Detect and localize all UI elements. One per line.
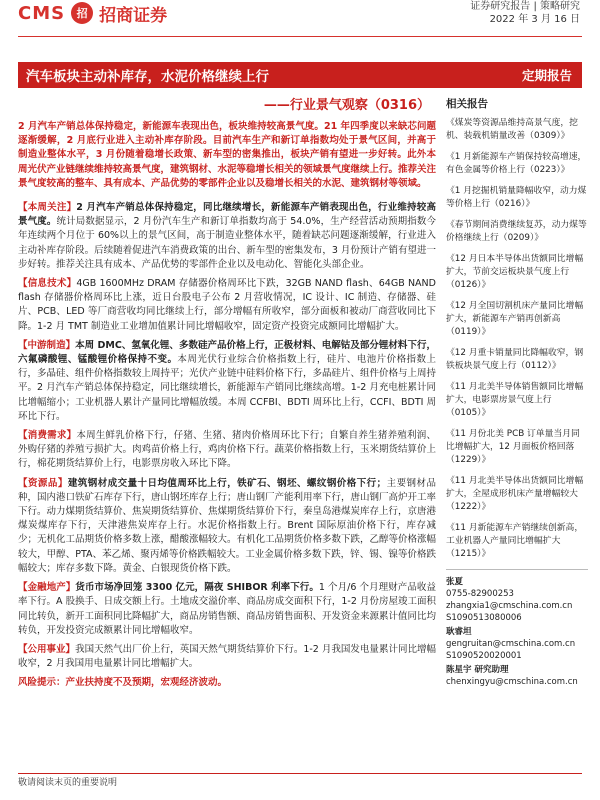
related-report-link[interactable]: 《12 月全国切割机床产量同比增幅扩大，新能源车产销再创新高（0119）》 [446,301,584,337]
related-report-link[interactable]: 《11 月北美半导体出货额同比增幅扩大，全屋成形机床产量增幅较大（1222）》 [446,476,584,512]
related-reports-list [446,117,588,561]
header-meta [470,0,580,26]
header-divider [18,36,582,37]
sector-body: 本周生鲜乳价格下行，仔猪、生猪、猪肉价格周环比下行；自繁自养生猪养殖利润、外购仔猪的养殖亏损扩大。肉鸡苗价格上行，鸡肉价格下行。蔬菜价格指数上行，玉米期货结算价上行，棉花期货结算价上行，电影票房收入环比下降。 [18,430,437,470]
sector-paragraphs [18,201,436,671]
report-series: 证券研究报告 | 策略研究 [470,1,580,12]
sector-tag: 【金融地产】 [18,582,76,594]
sector-tag: 【本周关注】 [18,202,77,214]
analyst-entry [446,576,588,624]
logo-en: CMS [18,2,66,24]
report-title: 汽车板块主动补库存，水泥价格继续上行 [26,69,269,85]
analyst-entry [446,626,588,662]
risk-warning: 风险提示：产业扶持度不及预期，宏观经济波动。 [18,677,228,689]
related-report-link[interactable]: 《11 月北美半导体销售额同比增幅扩大，电影票房景气度上行（0105）》 [446,382,584,418]
sector-body: 本周光伏行业综合价格指数上行，硅片、电池片价格指数上行，多晶硅、组件价格指数较上周持平；光伏产业链中硅料价格下行，多晶硅片、组件价格与上周持平。2 月汽车产销总体保持稳定，同比继续增长，新能源车产销同比继续高增。1-2 月充电桩累计同比增幅缩小；工业机器人累计产量同比增幅放缓。本周 CCFBI、BDTI 周环比上行，CCFI、BDTI 周环比下行。 [18,354,437,422]
analyst-entry [446,664,588,688]
sector-lead: 2 月汽车产销总体保持稳定，同比继续增长，新能源车产销表现出色，行业维持较高景气度。 [18,202,436,228]
sector-tag: 【信息技术】 [18,278,77,290]
report-type: 定期报告 [521,68,572,83]
analyst-contact[interactable]: gengruitan@cmschina.com.cn [446,639,576,649]
sector-body: 4GB 1600MHz DRAM 存储器价格周环比下跌，32GB NAND flash、64GB NAND flash 存储器价格周环比上涨，近日台股电子公布 2 月营收情况，IC 设计、IC 制造、存储器、硅片、PCB、LED 等厂商营收均同比继续上行，部分增幅有所收窄，部分面板和被动厂商营收同比下降。1-2 月 TMT 制造业工业增加值累计同比增幅收窄，固定资产投资完成额同比增幅扩大。 [18,278,436,332]
related-report-link[interactable]: 《11 月新能源车产销继续创新高，工业机器人产量同比增幅扩大（1215）》 [446,523,584,559]
title-bar [18,62,582,88]
related-report-link[interactable]: 《12 月重卡销量同比降幅收窄，钢铁板块景气度上行（0112）》 [446,348,584,371]
sector-paragraph [18,429,436,472]
sector-paragraph [18,339,436,424]
sector-paragraph [18,277,436,334]
sector-body: 1 个月/6 个月理财产品收益率下行。A 股换手、日成交额上行。土地成交溢价率、商品房成交面积下行，1-2 月份房屋竣工面积同比转负，新开工面积同比降幅扩大，商品房销售额、商品房销售面积、开发资金来源累计值同比均转负，开发投资完成额累计同比增幅收窄。 [18,582,437,636]
sector-lead: 本周 DMC、氢氧化锂、多数硅产品价格上行，正极材料、电解钴及部分锂材料下行，六氟磷酸锂、锰酸锂价格保持不变。 [18,339,436,366]
analyst-contact: 0755-82900253 [446,589,514,599]
related-report-link[interactable]: 《煤炭等资源品维持高景气度，挖机、装载机销量改善（0309）》 [446,118,578,141]
footer-note: 敬请阅读末页的重要说明 [18,778,118,788]
analyst-name: 耿睿坦 [446,627,472,637]
related-report-link[interactable]: 《春节期间消费继续复苏，动力煤等价格继续上行（0209）》 [446,220,587,243]
related-report-link[interactable]: 《1 月新能源车产销保持较高增速，有色金属等价格上行（0223）》 [446,152,587,175]
sector-tag: 【公用事业】 [18,643,76,655]
sector-paragraph [18,201,436,272]
sector-body: 主要钢材品种，国内港口铁矿石库存下行，唐山钢坯库存上行；唐山钢厂产能利用率下行，唐山钢厂高炉开工率下行。动力煤期货结算价、焦炭期货结算价、焦煤期货结算价下行，秦皇岛港煤炭库存上行，京唐港煤炭煤库存下行，天津港焦炭库存上行。水泥价格指数上行。Brent 国际原油价格下行，库存减少；无机化工品期货价格多数上涨，醋酸涨幅较大。有机化工品期货价格多数下跌，乙醇等价格涨幅较大，甲醇、PTA、苯乙烯、聚丙烯等价格跌幅较大。工业金属价格多数下跌，锌、锡、镍等价格跌幅较大；库存多数下降。黄金、白银现货价格下跌。 [18,477,437,574]
sidebar-divider [446,569,588,570]
analyst-contact: S1090513080006 [446,613,522,623]
sector-tag: 【资源品】 [18,477,68,489]
analyst-contact[interactable]: zhangxia1@cmschina.com.cn [446,601,573,611]
sector-paragraph [18,477,436,576]
analyst-name: 张夏 [446,577,464,587]
sector-lead: 货币市场净回笼 3300 亿元，隔夜 SHIBOR 利率下行。 [75,582,319,594]
analyst-contact[interactable]: chenxingyu@cmschina.com.cn [446,677,578,687]
sector-tag: 【消费需求】 [18,430,77,442]
sector-body: 统计局数据显示，2 月份汽车生产和新订单指数均高于 54.0%，生产经营活动预期指数今年连续两个月位于 60%以上的景气区间，高于制造业整体水平，随着缺芯问题逐渐缓解，行业进入主动补库存阶段。后续随着促进汽车消费政策的出台、新车型的密集发布，3 月份预计产销有望进一步好转。推荐关注具有成本、产品优势的零部件企业以及电动化、智能化头部企业。 [18,216,436,270]
related-report-link[interactable]: 《11 月份北美 PCB 订单量当月同比增幅扩大，12 月面板价格回落（1229）》 [446,429,580,465]
sector-tag: 【中游制造】 [18,339,76,351]
summary-paragraph: 2 月汽车产销总体保持稳定，新能源车表现出色，板块维持较高景气度。21 年四季度以来缺芯问题逐渐缓解，2 月底行业进入主动补库存阶段。目前汽车生产和新订单指数均处于景气区间，并高于制造业整体水平，3 月份随着稳增长政策、新车型的密集推出，板块产销有望进一步好转。此外本周光伏产业链继续维持较高景气度，建筑钢材、水泥等稳增长相关的领域景气度继续上行。推荐关注景气度较高的整车、具有成本、产品优势的零部件企业以及稳增长相关的水泥、建筑钢材等领域。 [18,121,437,189]
report-header [0,0,600,36]
footer-divider [18,773,582,774]
related-report-link[interactable]: 《1 月挖掘机销量降幅收窄，动力煤等价格上行（0216）》 [446,186,587,209]
sector-paragraph [18,581,436,638]
report-date: 2022 年 3 月 16 日 [489,14,580,25]
sector-body: 我国天然气出厂价上行，英国天然气期货结算价下行。1-2 月我国发电量累计同比增幅收窄，2 月我国用电量累计同比增幅扩大。 [18,643,436,670]
sector-lead: 建筑钢材成交量十日均值周环比上行，铁矿石、钢坯、螺纹钢价格下行； [67,477,387,489]
logo-cn: 招商证券 [99,5,168,26]
company-logo [18,0,167,26]
logo-badge-icon: 招 [71,2,93,24]
analyst-name: 陈星宇 研究助理 [446,665,509,675]
main-content [18,120,436,700]
sidebar [446,98,588,688]
report-subtitle: ——行业景气观察（0316） [263,98,430,113]
related-reports-title: 相关报告 [446,98,488,110]
analyst-list [446,576,588,688]
sector-paragraph [18,643,436,671]
analyst-contact: S1090520020001 [446,651,522,661]
related-report-link[interactable]: 《12 月日本半导体出货额同比增幅扩大，节前交运板块景气度上行（0126）》 [446,254,584,290]
